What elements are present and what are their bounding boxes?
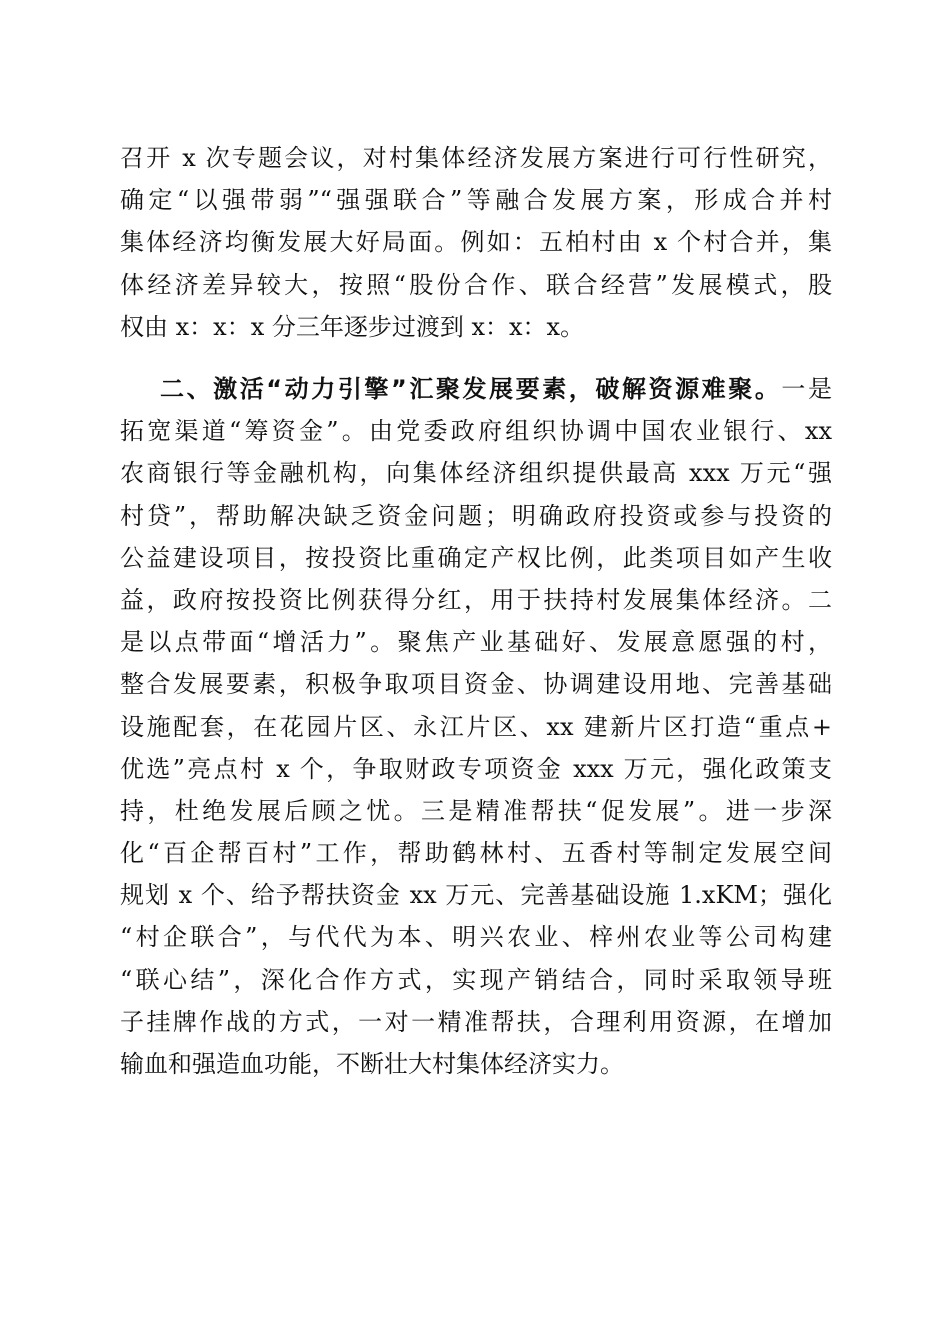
paragraph-2-line: 是以点带面“增活力”。聚焦产业基础好、发展意愿强的村， (120, 628, 832, 657)
paragraph-1-line: 集体经济均衡发展大好局面。例如：五柏村由 x 个村合并，集 (120, 228, 832, 257)
paragraph-2-line: 化“百企帮百村”工作，帮助鹤林村、五香村等制定发展空间 (120, 839, 832, 868)
paragraph-2-first-line-rest: 一是 (781, 375, 832, 403)
paragraph-1-line: 召开 x 次专题会议，对村集体经济发展方案进行可行性研究， (120, 144, 832, 172)
paragraph-2-line: 设施配套，在花园片区、永江片区、xx 建新片区打造“重点+ (120, 712, 832, 741)
paragraph-2 (120, 368, 832, 1085)
section-heading: 二、激活“动力引擎”汇聚发展要素，破解资源难聚。 (160, 375, 782, 403)
paragraph-2-line: 农商银行等金融机构，向集体经济组织提供最高 xxx 万元“强 (120, 459, 832, 488)
paragraph-2-line: 村贷”，帮助解决缺乏资金问题；明确政府投资或参与投资的 (120, 501, 832, 530)
paragraph-2-line: “村企联合”，与代代为本、明兴农业、梓州农业等公司构建 (120, 923, 832, 952)
paragraph-2-line: 拓宽渠道“筹资金”。由党委政府组织协调中国农业银行、xx (120, 417, 832, 446)
paragraph-1 (120, 137, 832, 348)
paragraph-2-line: 整合发展要素，积极争取项目资金、协调建设用地、完善基础 (120, 670, 832, 699)
paragraph-2-line: 规划 x 个、给予帮扶资金 xx 万元、完善基础设施 1.xKM；强化 (120, 881, 832, 910)
paragraph-1-line: 权由 x：x：x 分三年逐步过渡到 x：x：x。 (120, 312, 585, 341)
paragraph-2-line: 持，杜绝发展后顾之忧。三是精准帮扶“促发展”。进一步深 (120, 796, 832, 825)
paragraph-2-first-line (120, 368, 832, 410)
paragraph-2-line: “联心结”，深化合作方式，实现产销结合，同时采取领导班 (120, 965, 832, 994)
paragraph-2-line: 公益建设项目，按投资比重确定产权比例，此类项目如产生收 (120, 543, 832, 572)
paragraph-2-line: 输血和强造血功能，不断壮大村集体经济实力。 (120, 1050, 624, 1078)
paragraph-2-line: 子挂牌作战的方式，一对一精准帮扶，合理利用资源，在增加 (120, 1007, 832, 1036)
paragraph-1-line: 体经济差异较大，按照“股份合作、联合经营”发展模式，股 (120, 270, 832, 299)
paragraph-2-line: 优选”亮点村 x 个，争取财政专项资金 xxx 万元，强化政策支 (120, 754, 832, 783)
paragraph-2-line: 益，政府按投资比例获得分红，用于扶持村发展集体经济。二 (120, 585, 832, 614)
paragraph-1-line: 确定“以强带弱”“强强联合”等融合发展方案，形成合并村 (120, 186, 832, 215)
